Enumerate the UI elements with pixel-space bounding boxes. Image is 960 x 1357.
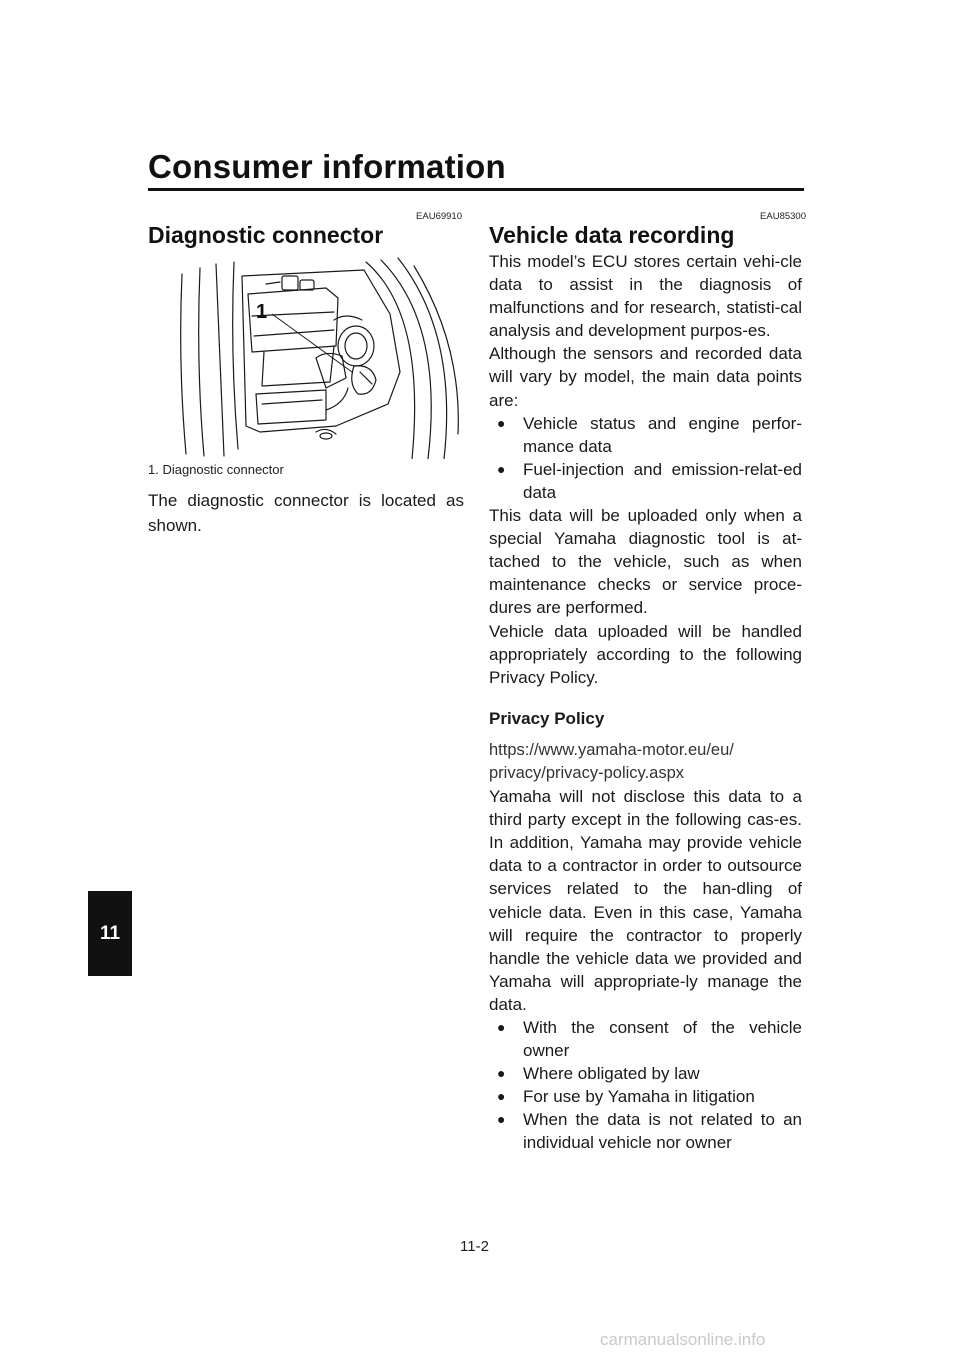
- list-item: ● With the consent of the vehicle owner: [523, 1016, 802, 1062]
- page-number: 11-2: [460, 1238, 489, 1255]
- vehicle-data-section: [489, 250, 802, 1155]
- figure-caption: 1. Diagnostic connector: [148, 462, 284, 477]
- privacy-policy-heading: Privacy Policy: [489, 708, 605, 728]
- list-item: ● When the data is not related to an individual vehicle nor owner: [523, 1108, 802, 1154]
- paragraph-privacy-reference: Vehicle data uploaded will be handled appropriately according to the following Privacy Policy.: [489, 621, 802, 687]
- heading-diagnostic-connector: Diagnostic connector: [148, 222, 384, 248]
- paragraph-ecu-stores: This model’s ECU stores certain vehi-cle data to assist in the diagnosis of malfunctions and for research, statisti-cal analysis and development purpos-es.: [489, 252, 802, 341]
- paragraph-upload: This data will be uploaded only when a special Yamaha diagnostic tool is at-tached to the vehicle, such as when maintenance checks or service proce-dures are performed.: [489, 506, 802, 618]
- watermark: carmanualsonline.info: [600, 1330, 766, 1349]
- disclosure-exceptions-list: [489, 1016, 802, 1155]
- list-item: ● For use by Yamaha in litigation: [523, 1085, 802, 1108]
- privacy-policy-url-line1: https://www.yamaha-motor.eu/eu/: [489, 740, 734, 759]
- diagnostic-connector-text: The diagnostic connector is located as shown.: [148, 491, 464, 535]
- figure-callout-1: 1: [256, 301, 268, 323]
- privacy-policy-url-line2: privacy/privacy-policy.aspx: [489, 763, 685, 782]
- paragraph-disclosure: Yamaha will not disclose this data to a third party except in the following cas-es. In addition, Yamaha may provide vehicle data to a contractor in order to outsource services related to the han-dling of vehicle data. Even in this case, Yamaha will require the contractor to properly handle the vehicle data we provided and Yamaha will appropriate-ly manage the data.: [489, 787, 802, 1014]
- title-rule: [148, 188, 804, 191]
- heading-vehicle-data-recording: Vehicle data recording: [489, 222, 735, 248]
- chapter-tab: 11: [88, 891, 132, 976]
- diagnostic-connector-illustration: [176, 254, 462, 459]
- chapter-title: Consumer information: [148, 148, 506, 185]
- list-item: ● Vehicle status and engine perfor-mance data: [523, 412, 802, 458]
- section-code-vehicle-data: EAU85300: [760, 211, 806, 222]
- list-item: ● Where obligated by law: [523, 1062, 802, 1085]
- section-code-diagnostic: EAU69910: [416, 211, 462, 222]
- list-item: ● Fuel-injection and emission-relat-ed data: [523, 458, 802, 504]
- paragraph-data-points: Although the sensors and recorded data will vary by model, the main data points are:: [489, 344, 802, 410]
- data-points-list: [489, 412, 802, 504]
